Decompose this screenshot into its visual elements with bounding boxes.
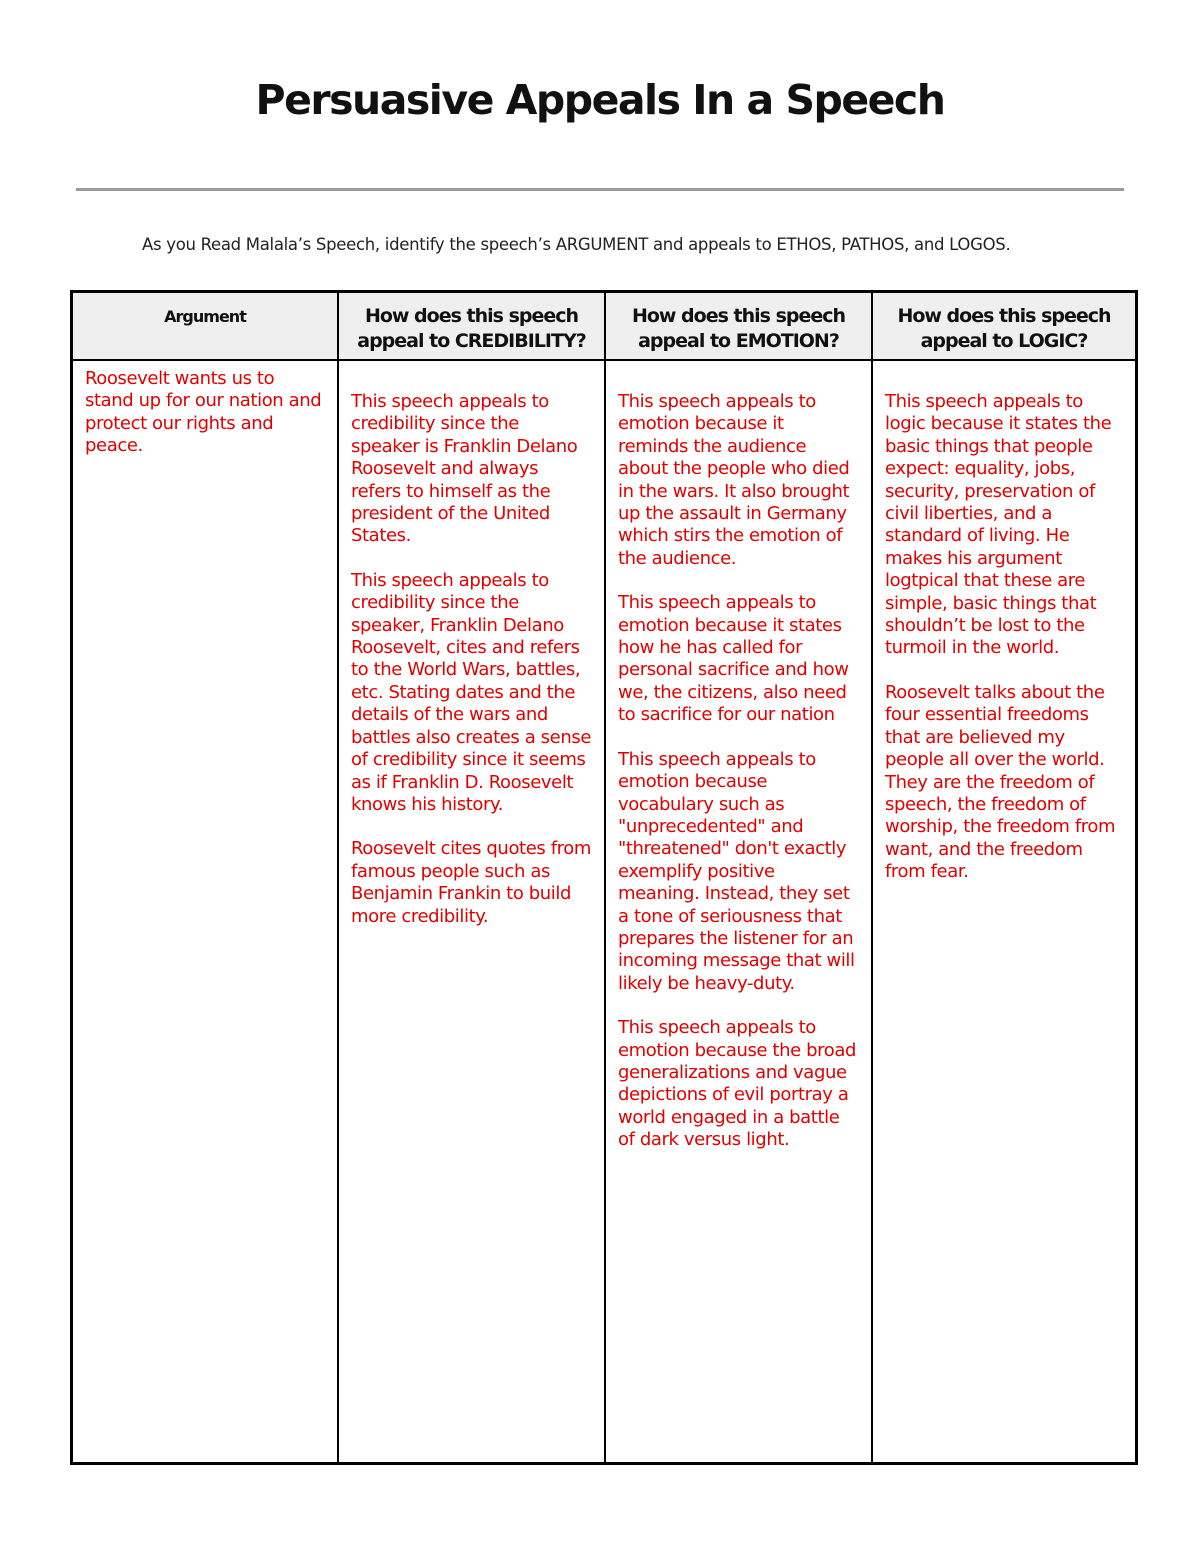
credibility-cell [339,361,606,1462]
logic-paragraph: Roosevelt talks about the four essential freedoms that are believed my people all over the world. They are the freedom of speech, the freedom of worship, the freedom from want, and the freedom from fear. [885,681,1116,883]
emotion-paragraph: This speech appeals to emotion because the broad generalizations and vague depictions of evil portray a world engaged in a battle of dark versus light. [618,1017,856,1151]
credibility-paragraph: Roosevelt cites quotes from famous people such as Benjamin Frankin to build more credibility. [351,838,591,927]
header-logic: How does this speech appeal to LOGIC? [873,293,1135,361]
emotion-paragraph: This speech appeals to emotion because it reminds the audience about the people who died in the wars. It also brought up the assault in Germany which stirs the emotion of the audience. [618,391,850,569]
argument-paragraph: Roosevelt wants us to stand up for our nation and protect our rights and peace. [85,368,322,457]
header-argument: Argument [73,293,339,361]
page-title: Persuasive Appeals In a Speech [255,76,945,124]
header-emotion: How does this speech appeal to EMOTION? [606,293,873,361]
emotion-cell [606,361,873,1462]
logic-paragraph: This speech appeals to logic because it states the basic things that people expect: equality, jobs, security, preservation of civil liberties, and a standard of living. He makes his argument logtpical that these are simple, basic things that shouldn’t be lost to the turmoil in the world. [885,391,1112,659]
emotion-paragraph: This speech appeals to emotion because vocabulary such as "unprecedented" and "threatened" don't exactly exemplify positive meaning. Instead, they set a tone of seriousness that prepares the listener for an incoming message that will likely be heavy-duty. [618,748,855,994]
appeals-table [70,290,1138,1465]
header-credibility: How does this speech appeal to CREDIBILITY? [339,293,606,361]
logic-cell [873,361,1135,1462]
argument-cell [73,361,339,1462]
credibility-paragraph: This speech appeals to credibility since the speaker is Franklin Delano Roosevelt and always refers to himself as the president of the United States. [351,391,578,547]
horizontal-rule [76,188,1124,191]
instructions-text: As you Read Malala’s Speech, identify the speech’s ARGUMENT and appeals to ETHOS, PATHOS, and LOGOS. [142,235,1011,254]
credibility-paragraph: This speech appeals to credibility since the speaker, Franklin Delano Roosevelt, cites and refers to the World Wars, battles, etc. Stating dates and the details of the wars and battles also creates a sense of credibility since it seems as if Franklin D. Roosevelt knows his history. [351,569,591,815]
emotion-paragraph: This speech appeals to emotion because it states how he has called for personal sacrifice and how we, the citizens, also need to sacrifice for our nation [618,592,849,726]
